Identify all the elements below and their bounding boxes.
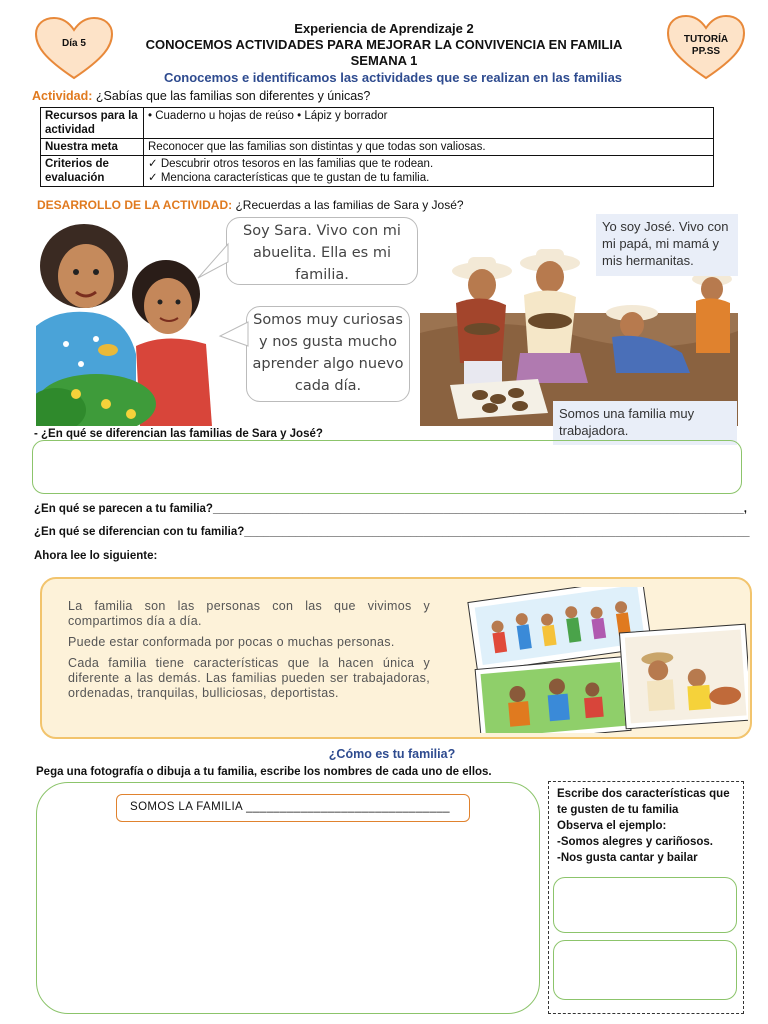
table-row — [41, 108, 714, 139]
check-icon: ✓ — [148, 172, 158, 184]
sara-speech-bubble-1: Soy Sara. Vivo con mi abuelita. Ella es mi familia. — [226, 217, 418, 285]
tutor-label-2: PP.SS — [691, 46, 721, 57]
bubble-tail-icon — [196, 240, 230, 280]
reading-box — [40, 577, 752, 739]
characteristics-box — [548, 781, 744, 1014]
family-photos-illustration — [448, 587, 748, 733]
bubble-tail-icon — [218, 318, 250, 352]
reading-paragraph: Puede estar conformada por pocas o muchas personas. — [68, 635, 395, 649]
question-own-differences: ¿En qué se diferencian con tu familia?_______________________________________________________________________________ — [34, 526, 750, 538]
jose-speech-bubble-2: Somos una familia muy trabajadora. — [553, 401, 737, 445]
tutor-label-1: TUTORÍA — [683, 34, 729, 45]
goal-key: Nuestra meta — [41, 139, 144, 156]
development-line — [37, 198, 464, 212]
reading-text — [68, 599, 430, 707]
criteria-value — [144, 156, 714, 187]
criteria-item: Menciona características que te gustan de tu familia. — [160, 172, 430, 184]
family-name-label: SOMOS LA FAMILIA ______________________________ — [130, 801, 450, 813]
characteristic-answer-2[interactable] — [553, 940, 737, 1000]
table-row — [41, 139, 714, 156]
criteria-key: Criterios de evaluación — [41, 156, 144, 187]
answer-box-differences[interactable] — [32, 440, 742, 494]
reading-paragraph: La familia son las personas con las que vivimos y compartimos día a día. — [68, 599, 430, 628]
page-title: CONOCEMOS ACTIVIDADES PARA MEJORAR LA CONVIVENCIA EN FAMILIA — [145, 37, 623, 52]
example-1: -Somos alegres y cariñosos. — [557, 836, 713, 848]
day-label: Día 5 — [62, 38, 86, 49]
check-icon: ✓ — [148, 158, 158, 170]
development-label: DESARROLLO DE LA ACTIVIDAD: — [37, 198, 233, 212]
question-differences: - ¿En qué se diferencian las familias de Sara y José? — [34, 428, 323, 440]
criteria-item: Descubrir otros tesoros en las familias que te rodean. — [160, 158, 434, 170]
jose-speech-bubble-1: Yo soy José. Vivo con mi papá, mi mamá y mis hermanitas. — [596, 214, 738, 276]
resources-value: • Cuaderno u hojas de reúso • Lápiz y borrador — [144, 108, 714, 139]
characteristics-text — [557, 786, 739, 866]
table-row — [41, 156, 714, 187]
week-label: SEMANA 1 — [350, 53, 418, 68]
goal-value: Reconocer que las familias son distintas y que todas son valiosas. — [144, 139, 714, 156]
activity-label: Actividad: — [32, 89, 93, 103]
example-2: -Nos gusta cantar y bailar — [557, 852, 698, 864]
activity-line — [32, 89, 370, 103]
reading-paragraph: Cada familia tiene características que la hacen única y diferente a las demás. Las familias pueden ser trabajadoras, ordenadas, tranquilas, bulliciosas, deportistas. — [68, 656, 430, 700]
example-label: Observa el ejemplo: — [557, 820, 667, 832]
activity-question: ¿Sabías que las familias son diferentes y únicas? — [95, 89, 371, 103]
resources-key: Recursos para la actividad — [41, 108, 144, 139]
sara-speech-bubble-2: Somos muy curiosas y nos gusta mucho aprender algo nuevo cada día. — [246, 306, 410, 402]
subtitle: Conocemos e identificamos las actividades que se realizan en las familias — [163, 70, 623, 85]
activity-info-table — [40, 107, 714, 187]
experience-title: Experiencia de Aprendizaje 2 — [294, 21, 474, 36]
development-question: ¿Recuerdas a las familias de Sara y José? — [235, 198, 464, 212]
read-now-label: Ahora lee lo siguiente: — [34, 550, 158, 562]
characteristics-instruction: Escribe dos características que te gusten de tu familia — [557, 788, 730, 816]
question-similarities: ¿En qué se parecen a tu familia?___________________________________________________________________________________, — [34, 503, 747, 515]
family-instruction: Pega una fotografía o dibuja a tu familia, escribe los nombres de cada uno de ellos. — [36, 766, 492, 778]
characteristic-answer-1[interactable] — [553, 877, 737, 933]
family-heading: ¿Cómo es tu familia? — [328, 747, 456, 761]
